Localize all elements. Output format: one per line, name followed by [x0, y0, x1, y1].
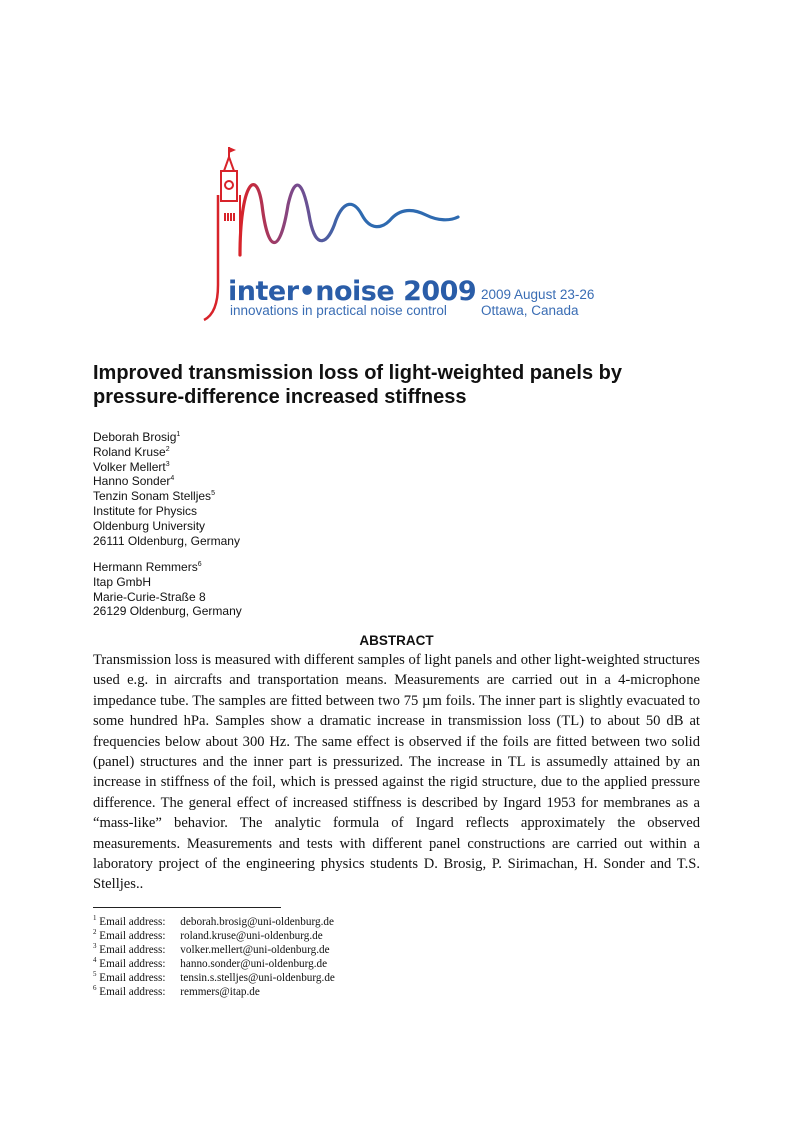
footnote-divider [93, 907, 281, 908]
logo-brand-text: inter•noise 2009 [228, 276, 477, 307]
author-name: Tenzin Sonam Stelljes$^5$ [93, 489, 215, 504]
affiliation-line: Institute for Physics [93, 503, 198, 518]
affiliation-line: Marie-Curie-Straße 8 [93, 589, 206, 604]
author-name: Volker Mellert$^3$ [93, 459, 170, 474]
conference-date: 2009 August 23-26 [481, 287, 595, 302]
author-name: Hanno Sonder$^4$ [93, 474, 175, 489]
affiliation-line: 26129 Oldenburg, Germany [93, 604, 242, 619]
email-link[interactable]: roland.kruse@uni-oldenburg.de [180, 929, 323, 942]
wave-graphic [240, 185, 458, 255]
footnote-item: $^4$ Email address: hanno.sonder@uni-oldenburg.de [93, 955, 328, 970]
author-block-2 [93, 560, 242, 619]
author-name: Roland Kruse$^2$ [93, 444, 170, 459]
abstract-heading: ABSTRACT [359, 633, 434, 648]
abstract-text: Transmission loss is measured with different samples of light panels and other light-weighted structures used e.g. in aircrafts and transportation means. Measurements are carried out in a 4-microphone impedance tube. The samples are fitted between two 75 µm foils. The inner part is slightly evacuated to some hundred hPa. Samples show a dramatic increase in transmission loss (TL) to about 50 dB at frequencies below about 300 Hz. The same effect is observed if the foils are fitted between two solid (panel) structures and the inner part is pressurized. The increase in TL is assumedly attained by an increase in stiffness of the foil, which is pressed against the rigid structure, due to the applied pressure difference. The general effect of increased stiffness is described by Ingard 1953 for membranes as a “mass-like” behavior. The analytic formula of Ingard reflects approximately the observed measurements. Measurements and tests with different panel constructions are carried out within a laboratory project of the engineering physics students D. Brosig, P. Sirimachan, H. Sonder and T.S. Stelljes.. [93, 652, 700, 893]
logo-tagline: innovations in practical noise control [230, 303, 447, 318]
affiliation-line: Oldenburg University [93, 518, 206, 533]
email-link[interactable]: remmers@itap.de [180, 985, 260, 998]
author-name: Hermann Remmers$^6$ [93, 560, 202, 574]
footnote-item: $^5$ Email address: tensin.s.stelljes@uni-oldenburg.de [93, 969, 335, 984]
email-link[interactable]: volker.mellert@uni-oldenburg.de [180, 943, 330, 956]
conference-location: Ottawa, Canada [481, 303, 579, 318]
title-line-1: Improved transmission loss of light-weighted panels by [93, 362, 622, 384]
author-block-1 [93, 430, 240, 548]
footnote-item: $^1$ Email address: deborah.brosig@uni-oldenburg.de [93, 914, 334, 928]
email-link[interactable]: deborah.brosig@uni-oldenburg.de [180, 916, 334, 928]
title-line-2: pressure-difference increased stiffness [93, 386, 467, 408]
affiliation-line: Itap GmbH [93, 574, 152, 589]
footnotes [93, 916, 335, 999]
affiliation-line: 26111 Oldenburg, Germany [93, 533, 240, 548]
email-link[interactable]: hanno.sonder@uni-oldenburg.de [180, 957, 328, 970]
footnote-item: $^3$ Email address: volker.mellert@uni-oldenburg.de [93, 941, 330, 956]
email-link[interactable]: tensin.s.stelljes@uni-oldenburg.de [180, 971, 335, 984]
footnote-item: $^6$ Email address: remmers@itap.de [93, 983, 260, 998]
footnote-item: $^2$ Email address: roland.kruse@uni-oldenburg.de [93, 927, 323, 942]
author-name: Deborah Brosig$^1$ [93, 430, 181, 444]
paper-title [93, 361, 713, 409]
